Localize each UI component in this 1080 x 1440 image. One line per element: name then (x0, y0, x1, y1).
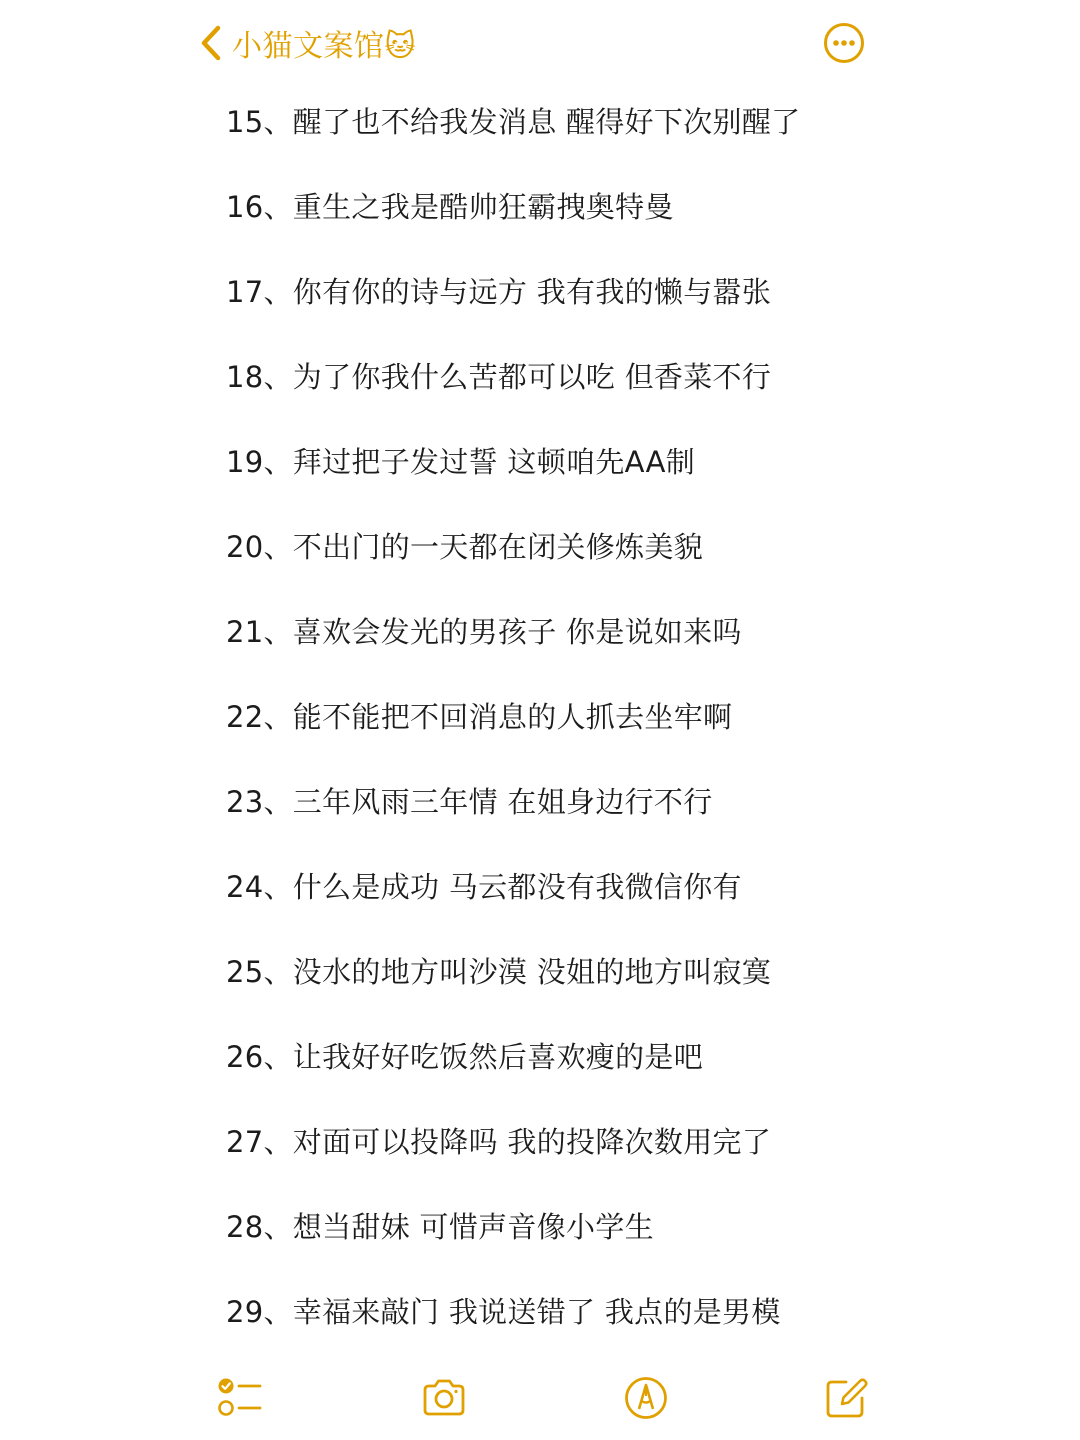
chevron-left-icon (196, 23, 226, 63)
note-line: 27、对面可以投降吗 我的投降次数用完了 (226, 1125, 772, 1159)
more-options-button[interactable] (823, 22, 865, 64)
note-line: 24、什么是成功 马云都没有我微信你有 (226, 870, 742, 904)
camera-icon (420, 1374, 468, 1422)
note-line: 21、喜欢会发光的男孩子 你是说如来吗 (226, 615, 742, 649)
note-line: 16、重生之我是酷帅狂霸拽奥特曼 (226, 190, 674, 224)
note-line: 18、为了你我什么苦都可以吃 但香菜不行 (226, 360, 772, 394)
back-button-label: 小猫文案馆🐱 (232, 29, 417, 64)
back-button[interactable] (196, 20, 416, 66)
checklist-icon (216, 1374, 264, 1422)
note-line: 22、能不能把不回消息的人抓去坐牢啊 (226, 700, 733, 734)
bottom-toolbar (0, 1360, 1080, 1432)
checklist-button[interactable] (216, 1374, 264, 1422)
compose-icon (822, 1374, 870, 1422)
note-line: 20、不出门的一天都在闭关修炼美貌 (226, 530, 704, 564)
note-line: 26、让我好好吃饭然后喜欢瘦的是吧 (226, 1040, 704, 1074)
markup-pen-icon (622, 1374, 670, 1422)
note-line: 23、三年风雨三年情 在姐身边行不行 (226, 785, 713, 819)
note-line: 19、拜过把子发过誓 这顿咱先AA制 (226, 445, 696, 479)
ellipsis-circle-icon (823, 22, 865, 64)
note-body[interactable] (226, 80, 1026, 1355)
camera-button[interactable] (420, 1374, 468, 1422)
note-line: 25、没水的地方叫沙漠 没姐的地方叫寂寞 (226, 955, 772, 989)
compose-button[interactable] (822, 1374, 870, 1422)
markup-button[interactable] (622, 1374, 670, 1422)
note-line: 15、醒了也不给我发消息 醒得好下次别醒了 (226, 105, 801, 139)
note-line: 28、想当甜妹 可惜声音像小学生 (226, 1210, 654, 1244)
note-line: 29、幸福来敲门 我说送错了 我点的是男模 (226, 1295, 781, 1329)
navigation-bar (0, 0, 1080, 86)
note-line: 17、你有你的诗与远方 我有我的懒与嚣张 (226, 275, 772, 309)
